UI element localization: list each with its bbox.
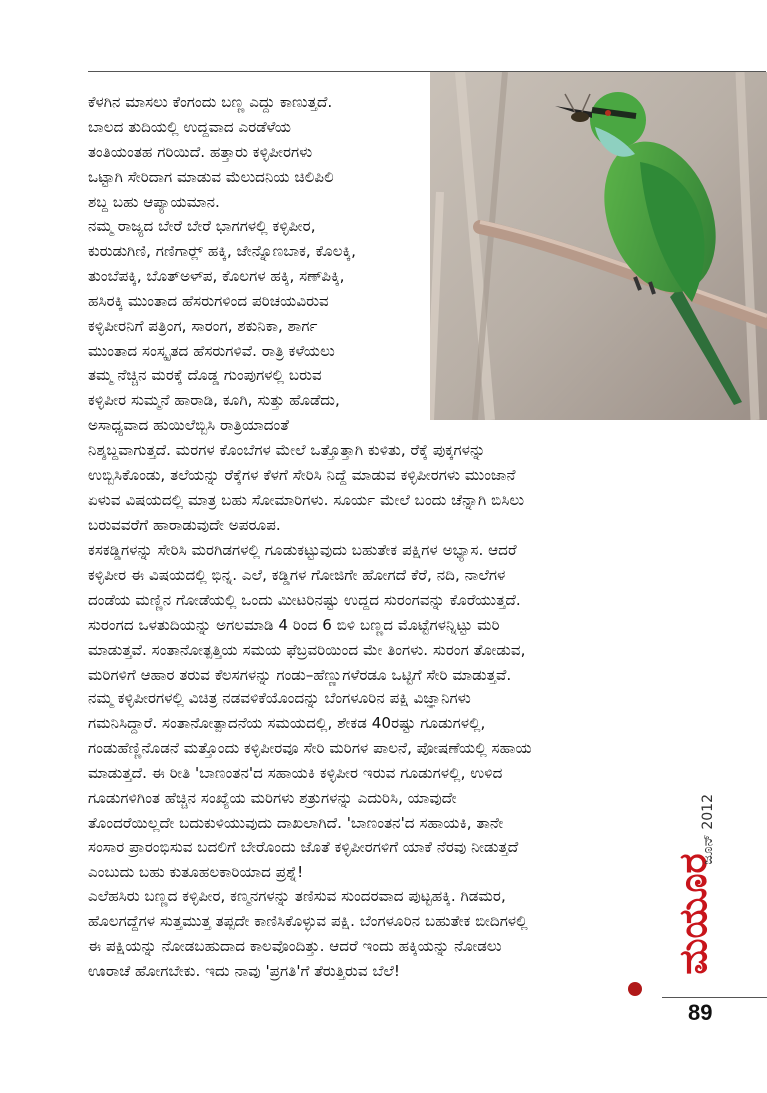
text-line: ನಿಶ್ಶಬ್ದವಾಗುತ್ತದೆ. ಮರಗಳ ಕೊಂಬೆಗಳ ಮೇಲೆ ಒತ್ತೊತ್ತಾಗಿ ಕುಳಿತು, ರೆಕ್ಕೆ ಪುಕ್ಕಗಳನ್ನು [88,441,486,459]
bee-eater-bird-photo-icon [430,72,767,420]
text-line: ಶಬ್ದ ಬಹು ಆಪ್ಯಾಯಮಾನ. [88,192,220,211]
text-line: ಗೂಡುಗಳಿಗಿಂತ ಹೆಚ್ಚಿನ ಸಂಖ್ಯೆಯ ಮರಿಗಳು ಶತ್ರುಗಳನ್ನು ಎದುರಿಸಿ, ಯಾವುದೇ [88,788,457,807]
issue-month: ಜೂನ್ 2012 [700,794,716,865]
page-number-rule [662,997,767,998]
text-line: ಕೆಳಗಿನ ಮಾಸಲು ಕೆಂಗಂದು ಬಣ್ಣ ಎದ್ದು ಕಾಣುತ್ತದೆ. [88,93,333,111]
text-line: ಮುಂತಾದ ಸಂಸ್ಕೃತದ ಹೆಸರುಗಳಿವೆ. ರಾತ್ರಿ ಕಳೆಯಲು [88,341,335,360]
paragraph-3 [88,438,648,538]
text-line: ಈ ಪಕ್ಷಿಯನ್ನು ನೋಡಬಹುದಾದ ಕಾಲವೊಂದಿತ್ತು. ಆದರೆ ಇಂದು ಹಕ್ಕಿಯನ್ನು ನೋಡಲು [88,936,502,955]
text-line: ಅಸಾಧ್ಯವಾದ ಹುಯಿಲೆಬ್ಬಿಸಿ ರಾತ್ರಿಯಾದಂತೆ [88,416,289,435]
red-dot-icon [628,982,642,996]
paragraph-2 [88,214,423,438]
text-line: ಮರಿಗಳಿಗೆ ಆಹಾರ ತರುವ ಕೆಲಸಗಳನ್ನು ಗಂಡು–ಹೆಣ್ಣುಗಳೆರಡೂ ಒಟ್ಟಿಗೆ ಸೇರಿ ಮಾಡುತ್ತವೆ. [88,665,512,684]
text-line: ದಂಡೆಯ ಮಣ್ಣಿನ ಗೋಡೆಯಲ್ಲಿ ಒಂದು ಮೀಟರಿನಷ್ಟು ಉದ್ದದ ಸುರಂಗವನ್ನು ಕೊರೆಯುತ್ತದೆ. [88,590,521,609]
text-line: ತುಂಬೆಪಕ್ಕಿ, ಬೊತ್‍ಅಳ್‍ಪ, ಕೊಲಗಳ ಹಕ್ಕಿ, ಸಣ್‍ಪಿಕ್ಕಿ, [88,266,345,285]
text-line: ಕಳ್ಳಿಪೀರ ಸುಮ್ಮನೆ ಹಾರಾಡಿ, ಕೂಗಿ, ಸುತ್ತು ಹೊಡೆದು, [88,391,340,410]
text-line: ಗಂಡುಹೆಣ್ಣಿನೊಡನೆ ಮತ್ತೊಂದು ಕಳ್ಳಿಪೀರವೂ ಸೇರಿ ಮರಿಗಳ ಪಾಲನೆ, ಪೋಷಣೆಯಲ್ಲಿ ಸಹಾಯ [88,738,532,757]
magazine-logo [664,848,720,980]
text-line: ನಮ್ಮ ರಾಜ್ಯದ ಬೇರೆ ಬೇರೆ ಭಾಗಗಳಲ್ಲಿ ಕಳ್ಳಿಪೀರ, [88,217,316,235]
text-line: ನಮ್ಮ ಕಳ್ಳಿಪೀರಗಳಲ್ಲಿ ವಿಚಿತ್ರ ನಡವಳಿಕೆಯೊಂದನ್ನು ಬೆಂಗಳೂರಿನ ಪಕ್ಷಿ ವಿಜ್ಞಾನಿಗಳು [88,689,471,707]
text-line: ತಮ್ಮ ನೆಚ್ಚಿನ ಮರಕ್ಕೆ ದೊಡ್ಡ ಗುಂಪುಗಳಲ್ಲಿ ಬರುವ [88,366,322,385]
paragraph-5 [88,686,648,885]
text-line: ಎಲೆಹಸಿರು ಬಣ್ಣದ ಕಳ್ಳಿಪೀರ, ಕಣ್ಮನಗಳನ್ನು ತಣಿಸುವ ಸುಂದರವಾದ ಪುಟ್ಟಹಕ್ಕಿ. ಗಿಡಮರ, [88,887,506,905]
text-line: ಸಂಸಾರ ಪ್ರಾರಂಭಿಸುವ ಬದಲಿಗೆ ಬೇರೊಂದು ಜೊತೆ ಕಳ್ಳಿಪೀರಗಳಿಗೆ ಯಾಕೆ ನೆರವು ನೀಡುತ್ತದೆ [88,838,519,857]
text-line: ಉಬ್ಬಿಸಿಕೊಂಡು, ತಲೆಯನ್ನು ರೆಕ್ಕೆಗಳ ಕೆಳಗೆ ಸೇರಿಸಿ ನಿದ್ದೆ ಮಾಡುವ ಕಳ್ಳಿಪೀರಗಳು ಮುಂಜಾನೆ [88,465,516,484]
text-line: ಮಾಡುತ್ತದೆ. ಈ ರೀತಿ 'ಬಾಣಂತನ'ದ ಸಹಾಯಕಿ ಕಳ್ಳಿಪೀರ ಇರುವ ಗೂಡುಗಳಲ್ಲಿ, ಉಳಿದ [88,763,503,782]
text-line: ಎಂಬುದು ಬಹು ಕುತೂಹಲಕಾರಿಯಾದ ಪ್ರಶ್ನೆ! [88,863,304,882]
logo-text: ಮಯೂರ [671,853,715,975]
text-line: ಬಾಲದ ತುದಿಯಲ್ಲಿ ಉದ್ದವಾದ ಎರಡೆಳೆಯ [88,117,292,136]
text-line: ಕುರುಡುಗಿಣಿ, ಗಣಿಗಾರ್‍ಲ್ ಹಕ್ಕಿ, ಜೇನ್ನೊಣಬಾಕ, ಕೊಲಕ್ಕಿ, [88,241,356,260]
text-line: ತೊಂದರೆಯಿಲ್ಲದೇ ಬದುಕುಳಿಯುವುದು ದಾಖಲಾಗಿದೆ. 'ಬಾಣಂತನ'ದ ಸಹಾಯಕಿ, ತಾನೇ [88,813,504,832]
paragraph-1 [88,90,423,215]
paragraph-4 [88,538,648,687]
paragraph-6 [88,884,648,984]
text-line: ಗಮನಿಸಿದ್ದಾರೆ. ಸಂತಾನೋತ್ಪಾದನೆಯ ಸಮಯದಲ್ಲಿ, ಶೇಕಡ 40ರಷ್ಟು ಗೂಡುಗಳಲ್ಲಿ, [88,713,486,732]
text-line: ತಂತಿಯಂತಹ ಗರಿಯಿದೆ. ಹತ್ತಾರು ಕಳ್ಳಿಪೀರಗಳು [88,142,313,161]
text-line: ಏಳುವ ವಿಷಯದಲ್ಲಿ ಮಾತ್ರ ಬಹು ಸೋಮಾರಿಗಳು. ಸೂರ್ಯ ಮೇಲೆ ಬಂದು ಚೆನ್ನಾಗಿ ಬಿಸಿಲು [88,490,525,509]
text-line: ಹೊಲಗದ್ದೆಗಳ ಸುತ್ತಮುತ್ತ ತಪ್ಪದೇ ಕಾಣಿಸಿಕೊಳ್ಳುವ ಪಕ್ಷಿ. ಬೆಂಗಳೂರಿನ ಬಹುತೇಕ ಬೀದಿಗಳಲ್ಲಿ [88,911,528,930]
text-line: ಕಳ್ಳಿಪೀರ ಈ ವಿಷಯದಲ್ಲಿ ಭಿನ್ನ. ಎಲೆ, ಕಡ್ಡಿಗಳ ಗೋಜಿಗೇ ಹೋಗದೆ ಕೆರೆ, ನದಿ, ನಾಲೆಗಳ [88,565,506,584]
text-line: ಸುರಂಗದ ಒಳತುದಿಯನ್ನು ಅಗಲಮಾಡಿ 4 ರಿಂದ 6 ಬಿಳಿ ಬಣ್ಣದ ಮೊಟ್ಟೆಗಳನ್ನಿಟ್ಟು ಮರಿ [88,615,500,634]
text-line: ಕಳ್ಳಿಪೀರನಿಗೆ ಪತ್ರಿಂಗ, ಸಾರಂಗ, ಶಕುನಿಕಾ, ಶಾರ್ಗ [88,316,318,335]
text-line: ಊರಾಚೆ ಹೋಗಬೇಕು. ಇದು ನಾವು 'ಪ್ರಗತಿ'ಗೆ ತೆರುತ್ತಿರುವ ಬೆಲೆ! [88,961,400,980]
text-line: ಮಾಡುತ್ತವೆ. ಸಂತಾನೋತ್ಪತ್ತಿಯ ಸಮಯ ಫೆಬ್ರವರಿಯಿಂದ ಮೇ ತಿಂಗಳು. ಸುರಂಗ ತೋಡುವ, [88,640,526,659]
text-line: ಬರುವವರೆಗೆ ಹಾರಾಡುವುದೇ ಅಪರೂಪ. [88,515,281,534]
text-line: ಒಟ್ಟಾಗಿ ಸೇರಿದಾಗ ಮಾಡುವ ಮೆಲುದನಿಯ ಚಿಲಿಪಿಲಿ [88,167,334,186]
text-line: ಹಸಿರಕ್ಕಿ ಮುಂತಾದ ಹೆಸರುಗಳಿಂದ ಪರಿಚಯವಿರುವ [88,291,329,310]
page-number: 89 [688,1000,713,1025]
text-line: ಕಸಕಡ್ಡಿಗಳನ್ನು ಸೇರಿಸಿ ಮರಗಿಡಗಳಲ್ಲಿ ಗೂಡುಕಟ್ಟುವುದು ಬಹುತೇಕ ಪಕ್ಷಿಗಳ ಅಭ್ಯಾಸ. ಆದರೆ [88,541,517,559]
bird-photo [430,72,767,420]
